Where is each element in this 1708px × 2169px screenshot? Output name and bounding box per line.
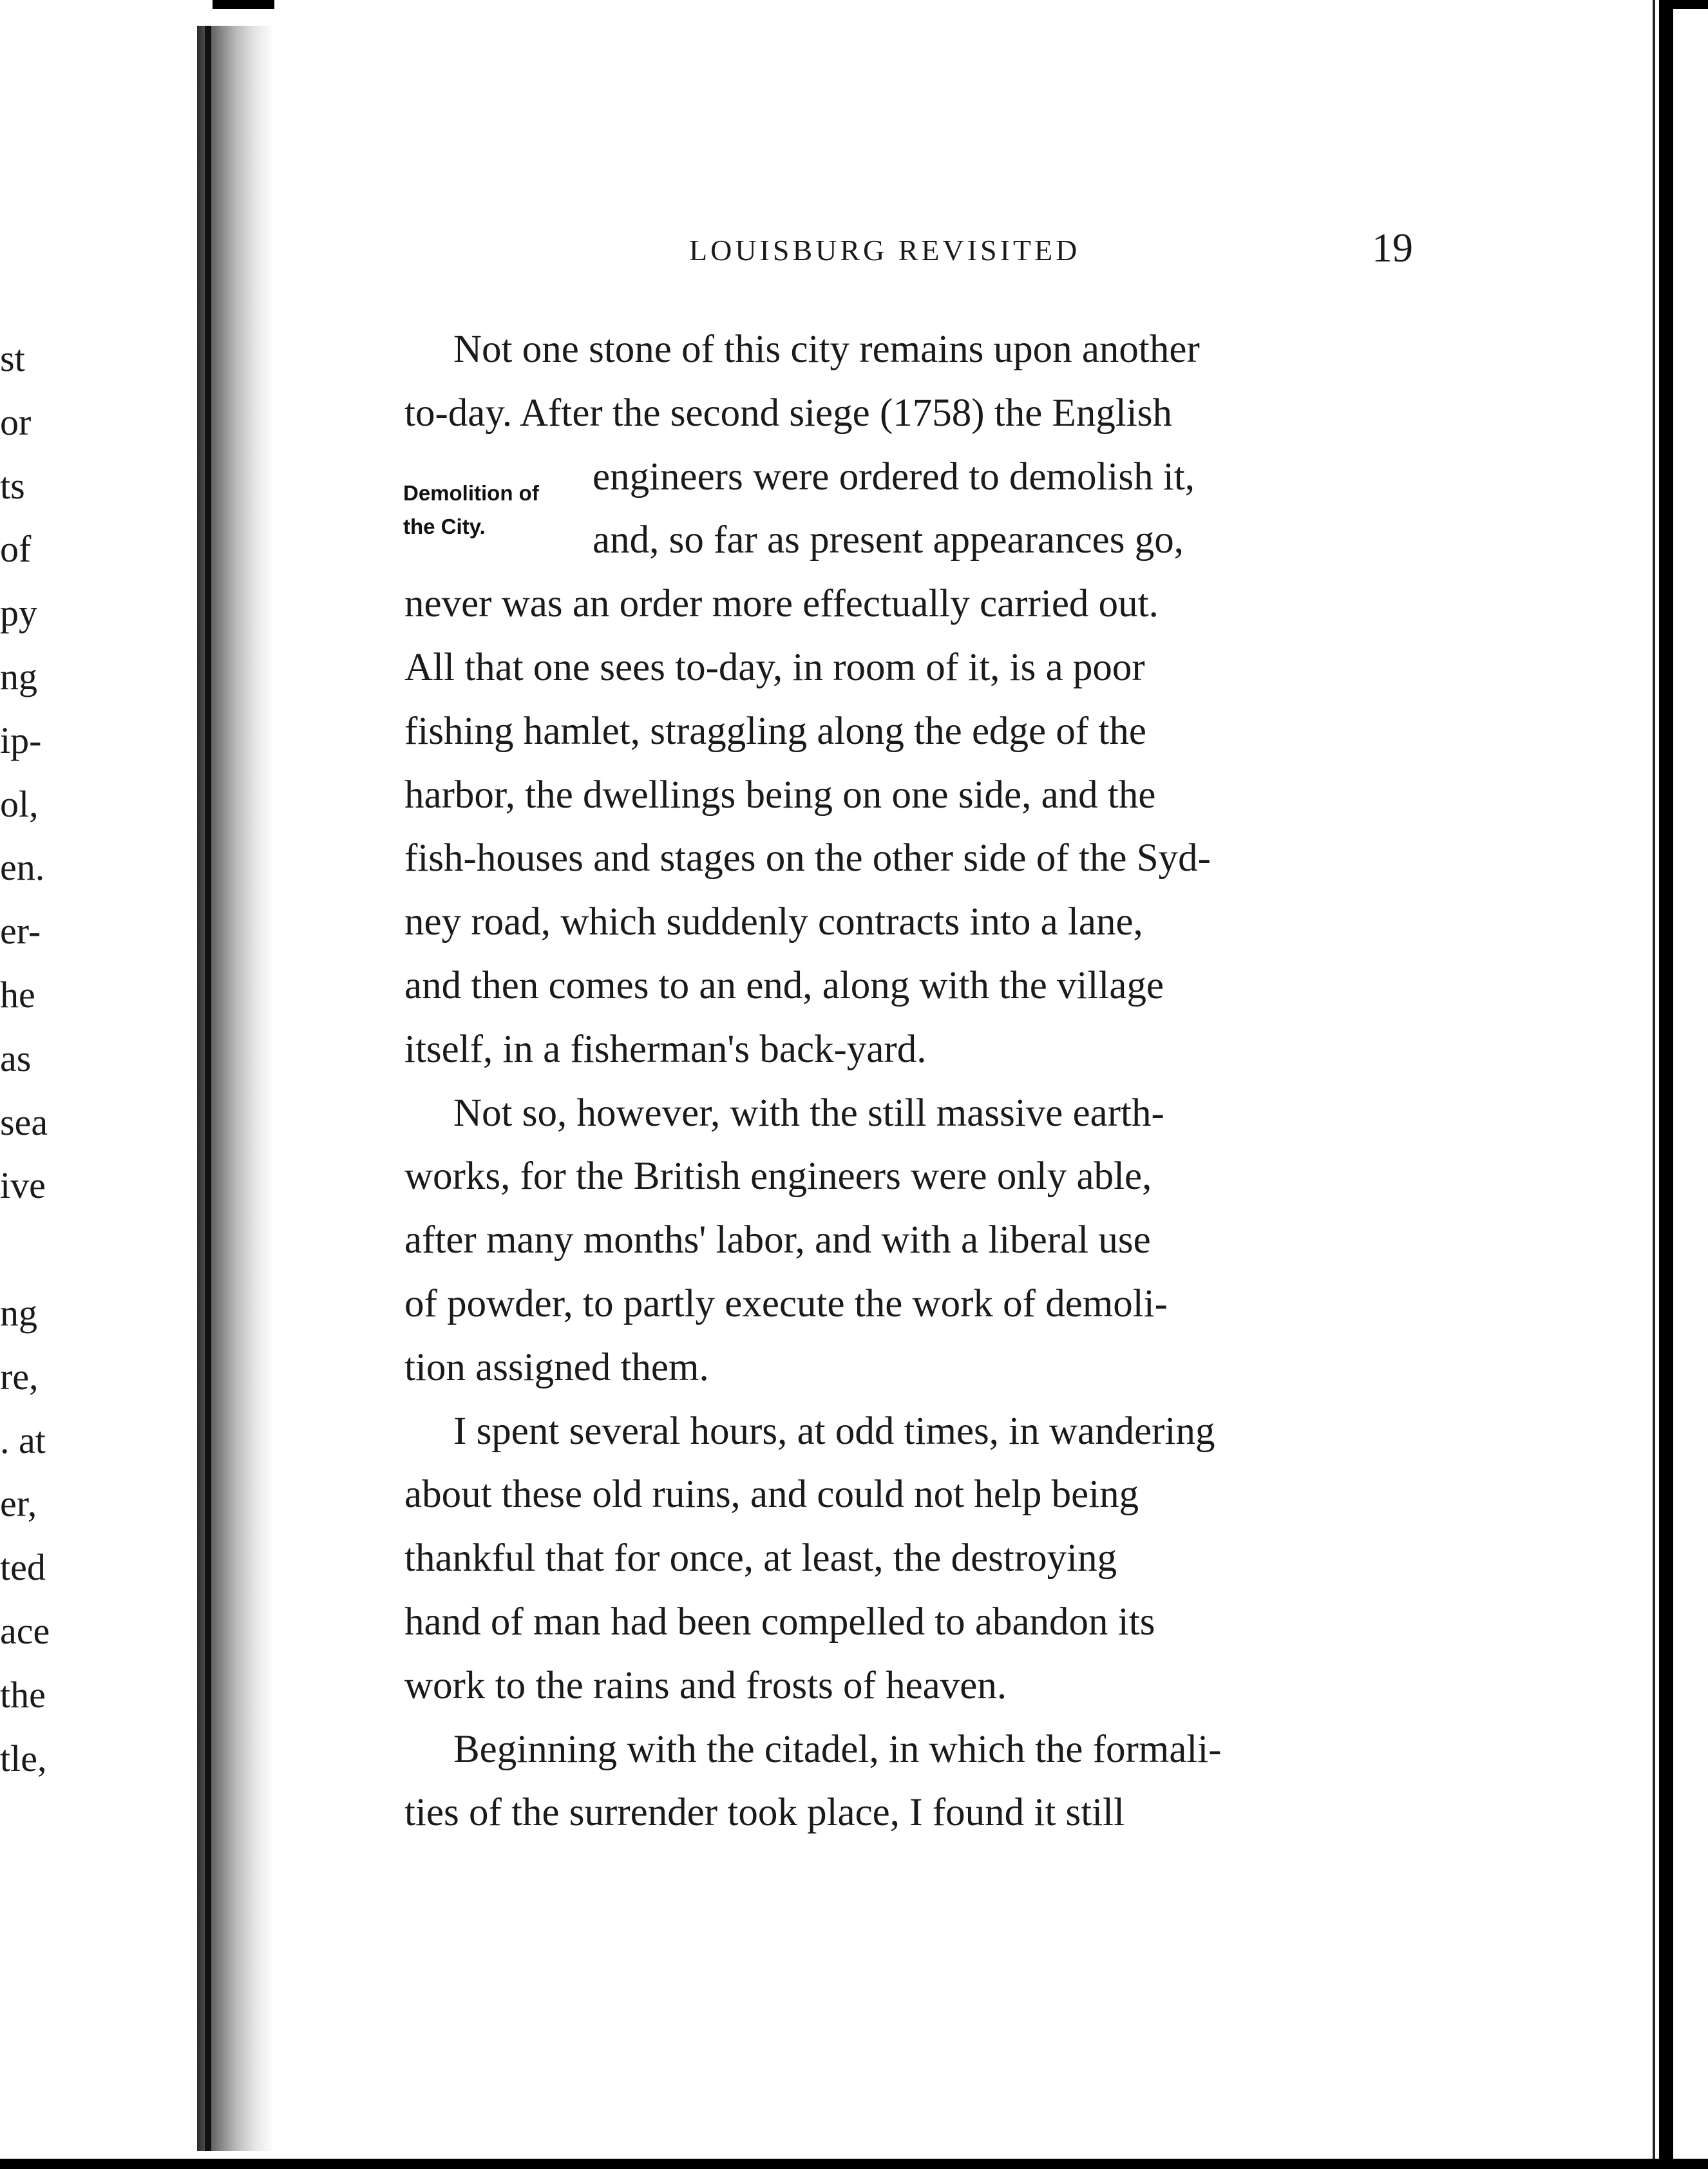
scan-right-border xyxy=(1659,0,1673,2169)
left-page-fragment: ng xyxy=(0,656,37,697)
left-page-fragment: st xyxy=(0,337,25,379)
text-line: harbor, the dwellings being on one side, and the xyxy=(404,773,1156,817)
left-page-fragment: of xyxy=(0,528,32,571)
text-line: Not one stone of this city remains upon another xyxy=(453,328,1200,371)
paragraph xyxy=(404,1718,1417,1846)
text-line: All that one sees to-day, in room of it, is a poor xyxy=(404,645,1145,689)
text-line: fish-houses and stages on the other side of the Syd- xyxy=(404,837,1211,880)
text-line: I spent several hours, at odd times, in wandering xyxy=(453,1409,1215,1453)
text-line: and, so far as present appearances go, xyxy=(593,518,1184,562)
left-page-fragment: the xyxy=(0,1673,46,1716)
scan-bottom-border xyxy=(0,2159,1708,2169)
running-head: LOUISBURG REVISITED xyxy=(689,234,1081,267)
text-line: Not so, however, with the still massive earth- xyxy=(453,1091,1164,1135)
left-page-fragment: sea xyxy=(0,1101,48,1143)
sidenote-line-1: Demolition of xyxy=(403,481,539,505)
text-line: Beginning with the citadel, in which the formali- xyxy=(453,1727,1222,1771)
text-line: engineers were ordered to demolish it, xyxy=(593,455,1195,498)
left-page-fragment: ace xyxy=(0,1610,50,1652)
text-line: and then comes to an end, along with the village xyxy=(404,963,1164,1007)
text-line: works, for the British engineers were only able, xyxy=(404,1155,1152,1198)
left-page xyxy=(0,0,213,2169)
text-line: hand of man had been compelled to abandon its xyxy=(404,1600,1155,1643)
text-line: never was an order more effectually carried out. xyxy=(404,582,1159,626)
text-line: tion assigned them. xyxy=(404,1345,709,1389)
left-page-fragment: or xyxy=(0,401,32,443)
sidenote-line-2: the City. xyxy=(403,515,486,538)
body-text xyxy=(404,318,1417,1845)
left-page-fragment: as xyxy=(0,1037,32,1079)
left-page-fragment: ol, xyxy=(0,782,39,825)
paragraph xyxy=(404,1082,1417,1400)
left-page-fragment: he xyxy=(0,974,35,1016)
paragraph xyxy=(404,1400,1417,1718)
text-line: ney road, which suddenly contracts into a lane, xyxy=(404,900,1143,944)
left-page-fragment: en. xyxy=(0,846,45,889)
left-page-fragment: ted xyxy=(0,1546,46,1589)
left-page-fragment: ive xyxy=(0,1164,46,1207)
text-line: of powder, to partly execute the work of demoli- xyxy=(404,1282,1168,1325)
text-line: work to the rains and frosts of heaven. xyxy=(404,1663,1007,1707)
text-line: fishing hamlet, straggling along the edge of the xyxy=(404,709,1146,753)
text-line: after many months' labor, and with a liberal use xyxy=(404,1218,1151,1262)
text-line: ties of the surrender took place, I found it still xyxy=(404,1791,1125,1835)
left-page-fragment: er, xyxy=(0,1482,37,1525)
book-gutter-edge xyxy=(205,26,211,2151)
text-line: thankful that for once, at least, the destroying xyxy=(404,1537,1117,1580)
paragraph xyxy=(404,318,1417,1082)
left-page-fragment: ip- xyxy=(0,719,42,761)
text-line: to-day. After the second siege (1758) the English xyxy=(404,391,1173,435)
page-number: 19 xyxy=(1372,225,1413,270)
left-page-fragment: ng xyxy=(0,1292,37,1334)
left-page-fragment: py xyxy=(0,592,37,634)
left-page-fragment: er- xyxy=(0,910,41,952)
left-page-fragment: re, xyxy=(0,1355,39,1397)
left-page-fragment: tle, xyxy=(0,1737,47,1779)
scan-right-border-inner xyxy=(1653,0,1655,2169)
text-line: itself, in a fisherman's back-yard. xyxy=(404,1027,927,1071)
left-page-fragment: . at xyxy=(0,1419,46,1461)
text-line: about these old ruins, and could not help being xyxy=(404,1473,1139,1517)
left-page-fragment: ts xyxy=(0,464,25,507)
